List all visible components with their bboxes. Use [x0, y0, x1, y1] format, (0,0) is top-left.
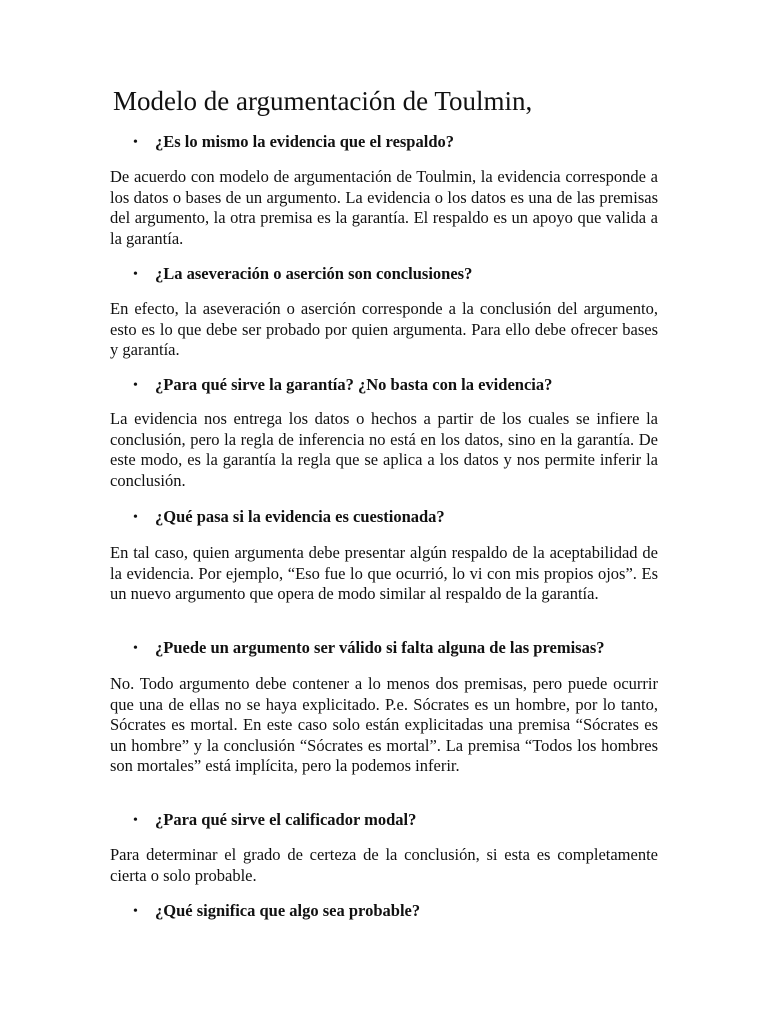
answer-5: No. Todo argumento debe contener a lo menos dos premisas, pero puede ocurrir que una de ellas no se haya explicitado. P.e. Sócrates es un hombre, por lo tanto, Sócrates es mortal. En este caso solo están explicitadas una premisa “Sócrates es un hombre” y la conclusión “Sócrates es mortal”. La premisa “Todos los hombres son mortales” está implícita, pero la podemos inferir.: [110, 674, 658, 775]
question-text: ¿Para qué sirve el calificador modal?: [155, 810, 417, 829]
bullet-icon: •: [133, 378, 138, 394]
bullet-icon: •: [133, 813, 138, 829]
question-text: ¿Puede un argumento ser válido si falta alguna de las premisas?: [155, 638, 605, 657]
question-7: [133, 901, 420, 922]
answer-4: En tal caso, quien argumenta debe presentar algún respaldo de la aceptabilidad de la evidencia. Por ejemplo, “Eso fue lo que ocurrió, lo vi con mis propios ojos”. Es un nuevo argumento que opera de modo similar al respaldo de la garantía.: [110, 543, 658, 603]
answer-1: De acuerdo con modelo de argumentación de Toulmin, la evidencia corresponde a los datos o bases de un argumento. La evidencia o los datos es una de las premisas del argumento, la otra premisa es la garantía. El respaldo es un apoyo que valida a la garantía.: [110, 167, 658, 248]
answer-3: La evidencia nos entrega los datos o hechos a partir de los cuales se infiere la conclusión, pero la regla de inferencia no está en los datos, sino en la garantía. De este modo, es la garantía la regla que se aplica a los datos y nos permite inferir la conclusión.: [110, 409, 658, 490]
question-5: [133, 638, 605, 659]
question-text: ¿Para qué sirve la garantía? ¿No basta con la evidencia?: [155, 375, 553, 394]
question-text: ¿Qué pasa si la evidencia es cuestionada?: [155, 507, 445, 526]
bullet-icon: •: [133, 904, 138, 920]
question-3: [133, 375, 552, 396]
document-title: Modelo de argumentación de Toulmin,: [113, 86, 533, 116]
question-1: [133, 132, 454, 153]
answer-2: En efecto, la aseveración o aserción corresponde a la conclusión del argumento, esto es lo que debe ser probado por quien argumenta. Para ello debe ofrecer bases y garantía.: [110, 299, 658, 359]
bullet-icon: •: [133, 510, 138, 526]
question-6: [133, 810, 416, 831]
question-text: ¿Qué significa que algo sea probable?: [155, 901, 421, 920]
question-4: [133, 507, 445, 528]
bullet-icon: •: [133, 641, 138, 657]
question-2: [133, 264, 472, 285]
bullet-icon: •: [133, 267, 138, 283]
answer-6: Para determinar el grado de certeza de la conclusión, si esta es completamente cierta o solo probable.: [110, 845, 658, 885]
question-text: ¿Es lo mismo la evidencia que el respaldo?: [155, 132, 454, 151]
bullet-icon: •: [133, 135, 138, 151]
question-text: ¿La aseveración o aserción son conclusiones?: [155, 264, 473, 283]
